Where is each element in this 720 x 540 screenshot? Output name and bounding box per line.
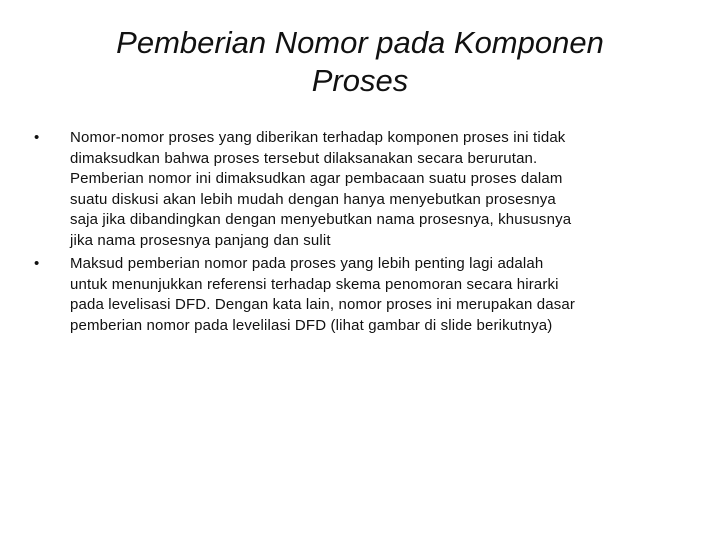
bullet-text-line: saja jika dibandingkan dengan menyebutkan nama prosesnya, khususnya (70, 211, 572, 228)
bullet-list (30, 128, 690, 339)
slide-title (40, 24, 680, 100)
bullet-marker: • (34, 255, 40, 272)
bullet-text-line: pada levelisasi DFD. Dengan kata lain, nomor proses ini merupakan dasar (70, 296, 576, 313)
bullet-text-line: suatu diskusi akan lebih mudah dengan hanya menyebutkan prosesnya (70, 190, 556, 208)
bullet-text-line: jika nama prosesnya panjang dan sulit (70, 231, 331, 249)
bullet-text-line: dimaksudkan bahwa proses tersebut dilaksanakan secara berurutan. (70, 149, 538, 167)
slide-title-line: Proses (311, 63, 409, 98)
bullet-text-line: untuk menunjukkan referensi terhadap skema penomoran secara hirarki (70, 275, 559, 293)
slide-title-line: Pemberian Nomor pada Komponen (116, 25, 604, 60)
bullet-text-line: Nomor-nomor proses yang diberikan terhadap komponen proses ini tidak (70, 129, 566, 146)
bullet-item (30, 128, 690, 251)
bullet-text-line: pemberian nomor pada levelilasi DFD (lihat gambar di slide berikutnya) (70, 316, 553, 334)
bullet-marker: • (34, 129, 40, 146)
bullet-text-line: Maksud pemberian nomor pada proses yang lebih penting lagi adalah (70, 255, 544, 272)
bullet-text-line: Pemberian nomor ini dimaksudkan agar pembacaan suatu proses dalam (70, 170, 563, 187)
bullet-item (30, 254, 690, 336)
